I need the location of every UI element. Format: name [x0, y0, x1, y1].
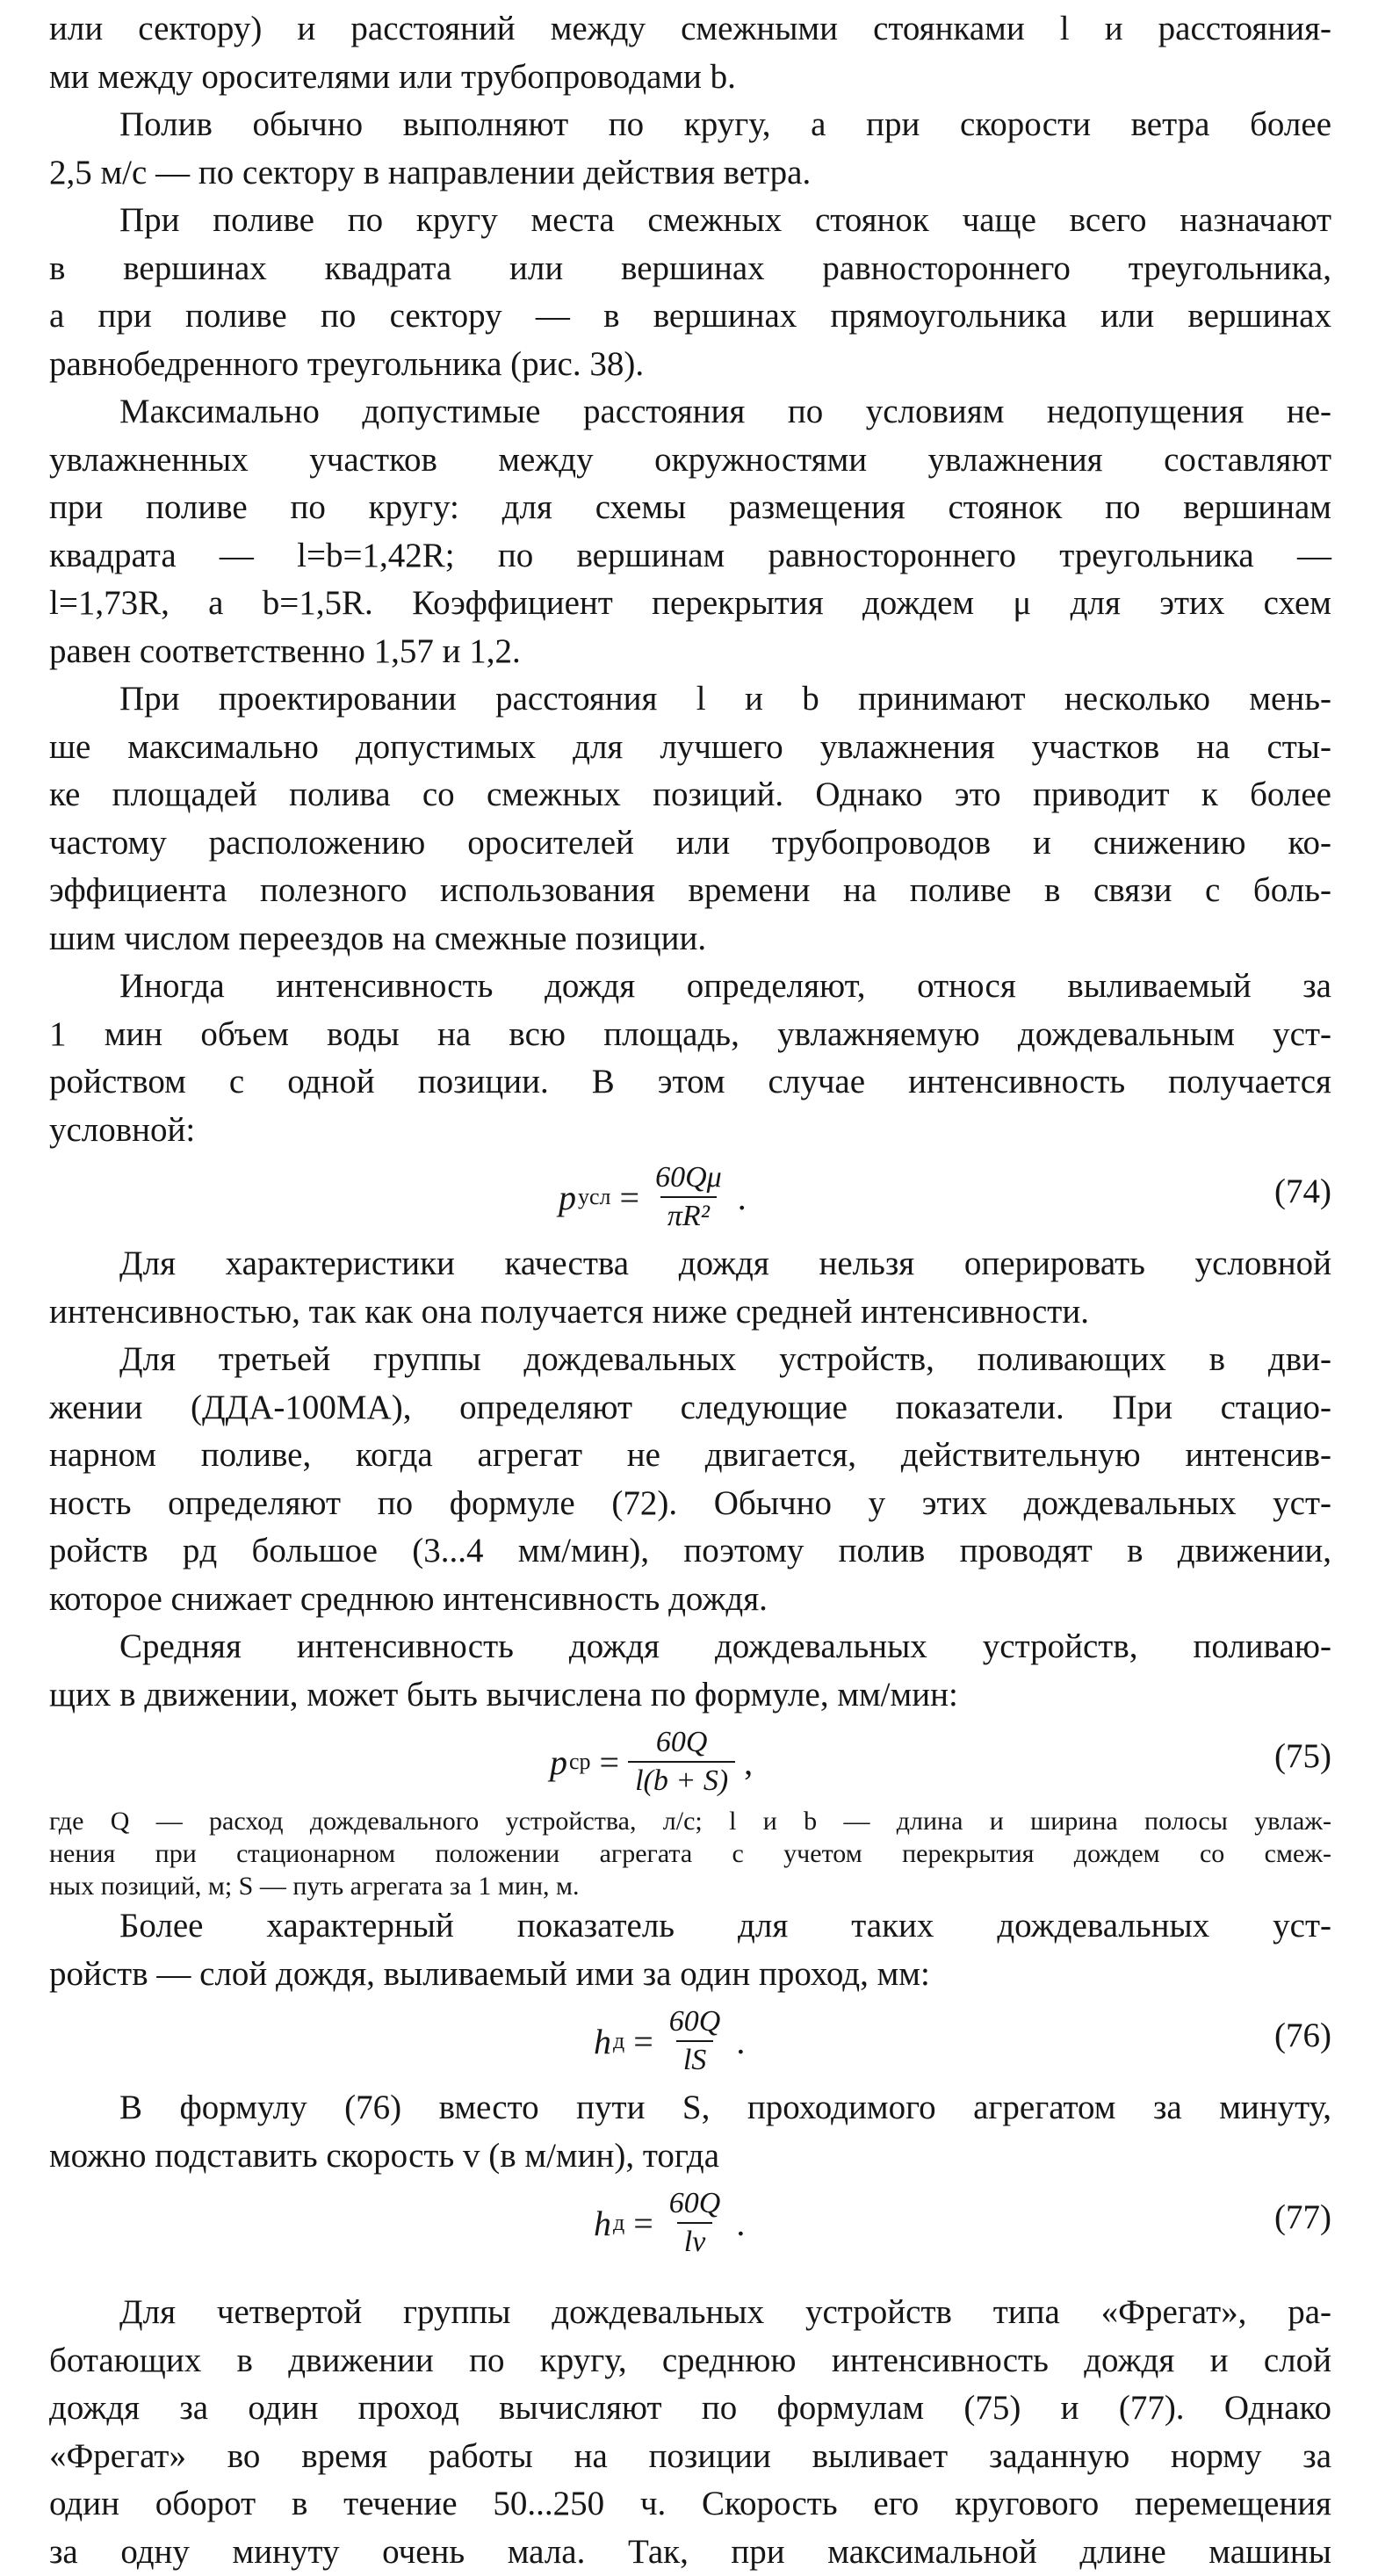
document-page	[49, 5, 1331, 2576]
equation-77: h д = $\frac{60Q}{lv}$ . (77)	[49, 2180, 1331, 2266]
equation-denominator: l(b + S)	[628, 1761, 735, 1798]
text-line: При поливе по кругу места смежных стоянок чаще всего назначают	[49, 197, 1331, 245]
note-line: ных позиций, м; S — путь агрегата за 1 мин, м.	[49, 1870, 1331, 1902]
text-line: которое снижает среднюю интенсивность дождя.	[49, 1576, 1331, 1624]
paragraph-p2	[49, 101, 1331, 197]
text-line: один оборот в течение 50...250 ч. Скорость его кругового перемещения	[49, 2480, 1331, 2529]
text-line: щих в движении, может быть вычислена по формуле, мм/мин:	[49, 1671, 1331, 1720]
equation-lhs: p	[559, 1177, 576, 1218]
equation-numerator: 60Q	[662, 2187, 728, 2222]
equation-numerator: 60Qμ	[648, 1161, 729, 1196]
equation-number: (77)	[1274, 2197, 1331, 2237]
equation-fraction	[662, 2187, 728, 2259]
text-line: Полив обычно выполняют по кругу, а при скорости ветра более	[49, 101, 1331, 149]
text-line: а при поливе по сектору — в вершинах прямоугольника или вершинах	[49, 292, 1331, 341]
text-line: можно подставить скорость v (в м/мин), тогда	[49, 2132, 1331, 2181]
equation-lhs: h	[594, 2203, 611, 2244]
equation-numerator: 60Q	[662, 2005, 728, 2040]
equation-76: h д = $\frac{60Q}{lS}$ . (76)	[49, 1998, 1331, 2084]
text-line: ботающих в движении по кругу, среднюю интенсивность дождя и слой	[49, 2337, 1331, 2385]
equation-fraction	[628, 1726, 735, 1798]
text-line: ройством с одной позиции. В этом случае интенсивность получается	[49, 1058, 1331, 1107]
equation-number: (74)	[1274, 1172, 1331, 1211]
equation-lhs: p	[550, 1742, 567, 1783]
text-line: увлажненных участков между окружностями увлажнения составляют	[49, 437, 1331, 485]
text-line: В формулу (76) вместо пути S, проходимого агрегатом за минуту,	[49, 2084, 1331, 2132]
paragraph-p10	[49, 1902, 1331, 1998]
equation-74: p усл = $\frac{60Q\mu}{\text{πR²}}$ . (74)	[49, 1154, 1331, 1240]
text-line: 2,5 м/с — по сектору в направлении действия ветра.	[49, 149, 1331, 198]
equation-denominator: lv	[677, 2222, 713, 2259]
equation-tail: .	[736, 2203, 745, 2244]
text-line: в вершинах квадрата или вершинах равностороннего треугольника,	[49, 245, 1331, 293]
text-line: l=1,73R, а b=1,5R. Коэффициент перекрытия дождем μ для этих схем	[49, 580, 1331, 628]
text-line: ройств pд большое (3...4 мм/мин), поэтому полив проводят в движении,	[49, 1527, 1331, 1576]
note-line: нения при стационарном положении агрегата с учетом перекрытия дождем со смеж-	[49, 1837, 1331, 1870]
text-line: ность определяют по формуле (72). Обычно у этих дождевальных уст-	[49, 1480, 1331, 1528]
text-line: равен соответственно 1,57 и 1,2.	[49, 628, 1331, 676]
text-line: «Фрегат» во время работы на позиции выливает заданную норму за	[49, 2433, 1331, 2481]
text-line: нарном поливе, когда агрегат не двигается, действительную интенсив-	[49, 1432, 1331, 1480]
equation-denominator: lS	[676, 2040, 713, 2077]
paragraph-p8	[49, 1336, 1331, 1623]
text-line: эффициента полезного использования времени на поливе в связи с боль-	[49, 867, 1331, 915]
paragraph-p12	[49, 2289, 1331, 2576]
text-line: Средняя интенсивность дождя дождевальных устройств, поливаю-	[49, 1623, 1331, 1671]
paragraph-p11	[49, 2084, 1331, 2180]
text-line: при поливе по кругу: для схемы размещения стоянок по вершинам	[49, 484, 1331, 532]
text-line: за одну минуту очень мала. Так, при максимальной длине машины	[49, 2529, 1331, 2576]
text-line: частому расположению оросителей или трубопроводов и снижению ко-	[49, 819, 1331, 868]
equation-lhs-subscript: ср	[569, 1749, 591, 1775]
paragraph-p1	[49, 5, 1331, 101]
text-line: При проектировании расстояния l и b принимают несколько мень-	[49, 675, 1331, 724]
text-line: шим числом переездов на смежные позиции.	[49, 915, 1331, 963]
paragraph-p6	[49, 963, 1331, 1154]
text-line: интенсивностью, так как она получается ниже средней интенсивности.	[49, 1288, 1331, 1337]
equation-fraction	[662, 2005, 728, 2077]
paragraph-p9	[49, 1623, 1331, 1719]
paragraph-p4	[49, 388, 1331, 675]
text-line: ше максимально допустимых для лучшего увлажнения участков на сты-	[49, 724, 1331, 772]
equation-denominator: πR²	[660, 1196, 717, 1233]
equation-lhs-subscript: д	[613, 2028, 624, 2054]
text-line: жении (ДДА-100МА), определяют следующие показатели. При стацио-	[49, 1384, 1331, 1432]
equation-number: (75)	[1274, 1736, 1331, 1776]
paragraph-p7	[49, 1240, 1331, 1336]
text-line: дождя за один проход вычисляют по формулам (75) и (77). Однако	[49, 2385, 1331, 2433]
text-line: условной:	[49, 1107, 1331, 1155]
equation-numerator: 60Q	[649, 1726, 715, 1761]
equation-tail: .	[736, 2021, 745, 2062]
text-line: или сектору) и расстояний между смежными стоянками l и расстояния-	[49, 5, 1331, 54]
text-line: Для характеристики качества дождя нельзя оперировать условной	[49, 1240, 1331, 1288]
equation-fraction	[648, 1161, 729, 1233]
note-line: где Q — расход дождевального устройства, л/с; l и b — длина и ширина полосы увлаж-	[49, 1805, 1331, 1837]
text-line: равнобедренного треугольника (рис. 38).	[49, 341, 1331, 389]
equation-number: (76)	[1274, 2016, 1331, 2055]
equation-lhs-subscript: усл	[578, 1184, 611, 1210]
equation-tail: .	[738, 1177, 747, 1218]
text-line: ке площадей полива со смежных позиций. Однако это приводит к более	[49, 771, 1331, 819]
text-line: Иногда интенсивность дождя определяют, относя выливаемый за	[49, 963, 1331, 1011]
text-line: Для третьей группы дождевальных устройств, поливающих в дви-	[49, 1336, 1331, 1384]
equation-lhs-subscript: д	[613, 2210, 624, 2236]
text-line: 1 мин объем воды на всю площадь, увлажняемую дождевальным уст-	[49, 1011, 1331, 1059]
text-line: ми между оросителями или трубопроводами b.	[49, 54, 1331, 102]
text-line: Более характерный показатель для таких дождевальных уст-	[49, 1902, 1331, 1951]
text-line: ройств — слой дождя, выливаемый ими за один проход, мм:	[49, 1951, 1331, 1999]
text-line: Для четвертой группы дождевальных устройств типа «Фрегат», ра-	[49, 2289, 1331, 2337]
text-line: квадрата — l=b=1,42R; по вершинам равностороннего треугольника —	[49, 532, 1331, 581]
footnote-variables	[49, 1805, 1331, 1902]
equation-75: p ср = $\frac{60Q}{l(b + S)}$ , (75)	[49, 1719, 1331, 1805]
paragraph-p5	[49, 675, 1331, 963]
equation-lhs: h	[594, 2021, 611, 2062]
paragraph-p3	[49, 197, 1331, 388]
text-line: Максимально допустимые расстояния по условиям недопущения не-	[49, 388, 1331, 437]
equation-tail: ,	[744, 1742, 753, 1783]
